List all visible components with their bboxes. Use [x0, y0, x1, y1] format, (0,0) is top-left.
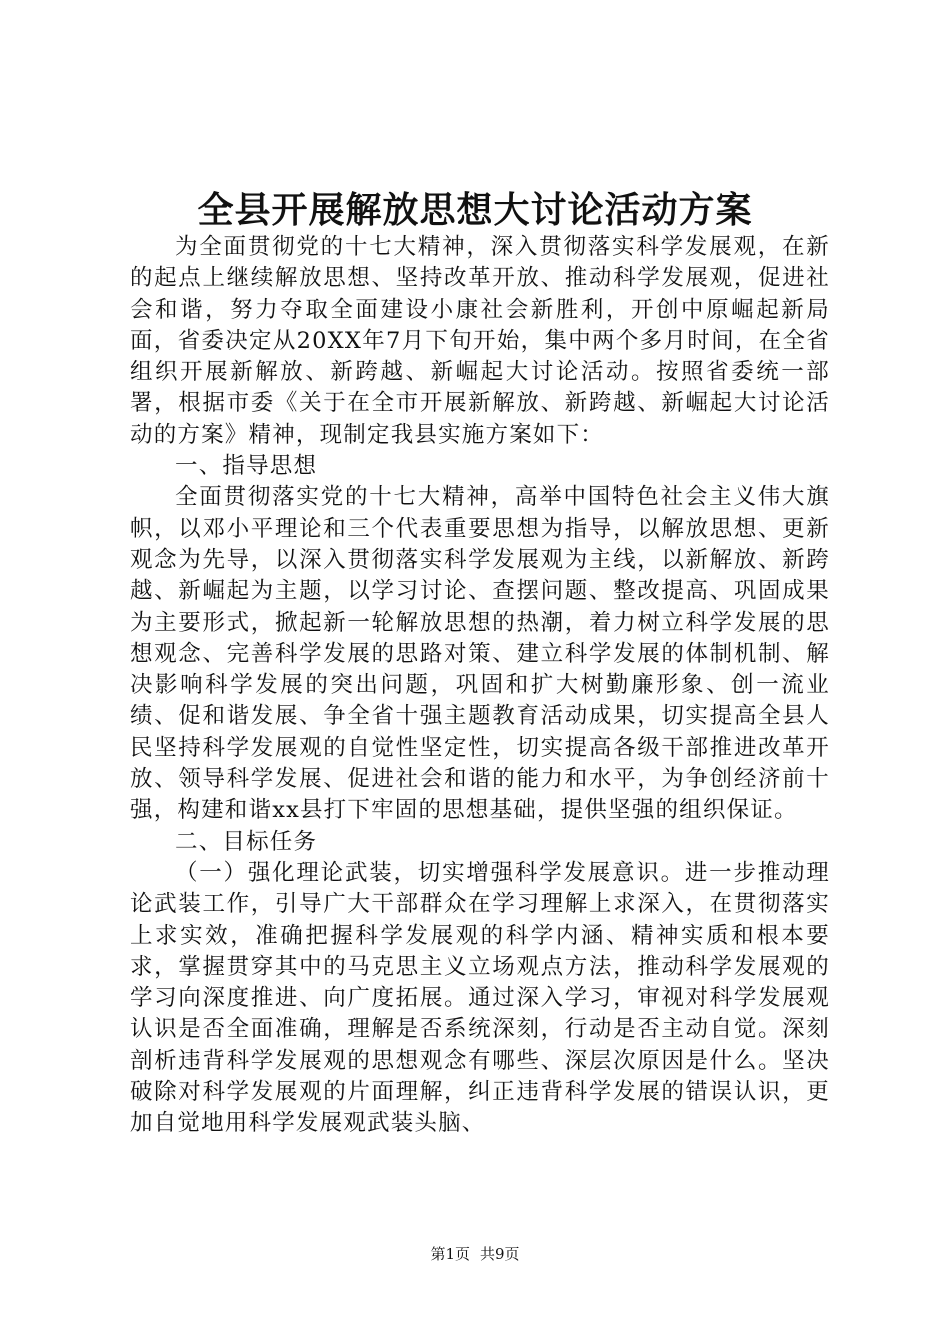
page-total: 共9页: [480, 1245, 520, 1263]
document-body: [130, 232, 830, 1140]
document-title: 全县开展解放思想大讨论活动方案: [197, 189, 753, 231]
section-heading-goals-tasks: 二、目标任务: [175, 828, 318, 855]
page-footer: [0, 1244, 950, 1264]
goals-tasks-paragraph: （一）强化理论武装，切实增强科学发展意识。进一步推动理论武装工作，引导广大干部群众在学习理解上求深入，在贯彻落实上求实效，准确把握科学发展观的科学内涵、精神实质和根本要求，掌握贯穿其中的马克思主义立场观点方法，推动科学发展观的学习向深度推进、向广度拓展。通过深入学习，审视对科学发展观认识是否全面准确，理解是否系统深刻，行动是否主动自觉。深刻剖析违背科学发展观的思想观念有哪些、深层次原因是什么。坚决破除对科学发展观的片面理解，纠正违背科学发展的错误认识，更加自觉地用科学发展观武装头脑、: [130, 859, 830, 1137]
section-heading-guiding-thought: 一、指导思想: [175, 453, 318, 480]
intro-paragraph: 为全面贯彻党的十七大精神，深入贯彻落实科学发展观，在新的起点上继续解放思想、坚持改革开放、推动科学发展观，促进社会和谐，努力夺取全面建设小康社会新胜利，开创中原崛起新局面，省委决定从20XX年7月下旬开始，集中两个多月时间，在全省组织开展新解放、新跨越、新崛起大讨论活动。按照省委统一部署，根据市委《关于在全市开展新解放、新跨越、新崛起大讨论活动的方案》精神，现制定我县实施方案如下：: [130, 234, 830, 448]
page-number: 第1页: [430, 1245, 470, 1263]
guiding-thought-paragraph: 全面贯彻落实党的十七大精神，高举中国特色社会主义伟大旗帜，以邓小平理论和三个代表重要思想为指导，以解放思想、更新观念为先导，以深入贯彻落实科学发展观为主线，以新解放、新跨越、新崛起为主题，以学习讨论、查摆问题、整改提高、巩固成果为主要形式，掀起新一轮解放思想的热潮，着力树立科学发展的思想观念、完善科学发展的思路对策、建立科学发展的体制机制、解决影响科学发展的突出问题，巩固和扩大树勤廉形象、创一流业绩、促和谐发展、争全省十强主题教育活动成果，切实提高全县人民坚持科学发展观的自觉性坚定性，切实提高各级干部推进改革开放、领导科学发展、促进社会和谐的能力和水平，为争创经济前十强，构建和谐xx县打下牢固的思想基础，提供坚强的组织保证。: [130, 484, 830, 824]
